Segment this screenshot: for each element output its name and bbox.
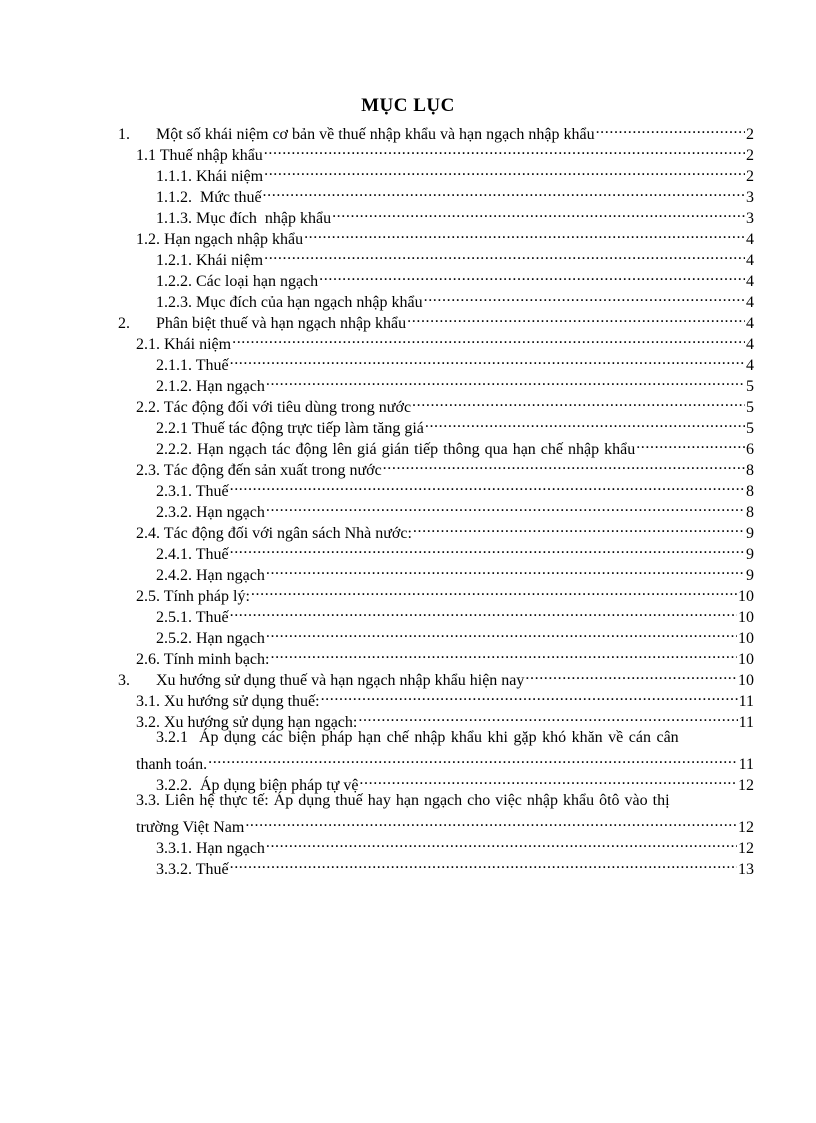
toc-entry-page: 2 [746,147,754,164]
toc-entry[interactable] [156,832,754,857]
toc-entry-page: 2 [746,126,754,143]
toc-entry[interactable] [136,643,754,668]
toc-entry-page: 8 [746,462,754,479]
toc-entry[interactable] [156,769,754,794]
toc-entry[interactable] [118,118,754,143]
toc-entry-page: 8 [746,504,754,521]
toc-entry[interactable] [156,349,754,374]
toc-leader-dots [266,370,745,391]
toc-leader-dots [304,223,745,244]
toc-entry-page: 10 [738,609,754,626]
toc-entry[interactable] [156,496,754,521]
toc-leader-dots [266,622,737,643]
toc-entry-text: 2.1.2. Hạn ngạch [156,378,265,395]
toc-entry[interactable] [136,328,754,353]
toc-entry[interactable] [156,265,754,290]
toc-entry-text: 1.1 Thuế nhập khẩu [136,147,263,164]
toc-entry-text: Phân biệt thuế và hạn ngạch nhập khẩu [156,315,407,332]
toc-entry-text: 3.2.1 Áp dụng các biện pháp hạn chế nhập khẩu khi gặp khó khăn về cán cân [156,729,679,746]
toc-leader-dots [321,685,738,706]
toc-entry-page: 4 [746,231,754,248]
page-title: MỤC LỤC [361,95,455,116]
toc-entry[interactable] [136,391,754,416]
toc-entry-line2[interactable] [136,811,754,836]
toc-entry-page: 10 [738,588,754,605]
toc-entry[interactable] [156,244,754,269]
toc-entry-text: 2.6. Tính minh bạch: [136,651,270,668]
toc-entry-text: 2.1. Khái niệm [136,336,232,353]
toc-entry-text: 2.4.1. Thuế [156,546,229,563]
toc-entry-text: 1.2.1. Khái niệm [156,252,264,269]
toc-entry[interactable] [118,664,754,689]
toc-leader-dots [230,349,745,370]
toc-entry-line2[interactable] [136,748,754,773]
toc-leader-dots [230,853,737,874]
toc-entry-page: 3 [746,189,754,206]
toc-entry-page: 9 [746,567,754,584]
toc-entry-page: 6 [746,441,754,458]
toc-entry-line1[interactable] [136,790,754,811]
toc-entry[interactable] [136,706,754,731]
toc-leader-dots [266,832,737,853]
toc-entry-page: 5 [746,399,754,416]
toc-entry-text: 1.1.1. Khái niệm [156,168,264,185]
toc-entry-page: 11 [738,693,754,710]
toc-entry[interactable] [156,853,754,878]
toc-entry[interactable] [136,139,754,164]
toc-leader-dots [208,748,738,769]
toc-entry-text: 2.5. Tính pháp lý: [136,588,250,605]
toc-leader-dots [264,244,745,265]
toc-entry-page: 4 [746,336,754,353]
toc-entry-text: 3.2.2. Áp dụng biện pháp tự vệ [156,777,359,794]
toc-entry[interactable] [156,622,754,647]
toc-entry[interactable] [156,475,754,500]
toc-entry-page: 4 [746,357,754,374]
toc-entry-text: 2.3.1. Thuế [156,483,229,500]
toc-leader-dots [359,769,737,790]
toc-entry[interactable] [118,307,754,332]
toc-leader-dots [319,265,745,286]
toc-leader-dots [413,517,745,538]
toc-entry-page: 9 [746,546,754,563]
toc-entry-text: Xu hướng sử dụng thuế và hạn ngạch nhập khẩu hiện nay [156,672,525,689]
toc-leader-dots [264,139,745,160]
toc-entry-text-cont: thanh toán. [136,756,208,773]
toc-leader-dots [263,181,745,202]
toc-entry-text: 2.3. Tác động đến sản xuất trong nước [136,462,382,479]
toc-entry-number: 2. [118,315,130,332]
toc-entry-page: 11 [738,714,754,731]
toc-entry-line1[interactable] [156,727,754,748]
toc-leader-dots [232,328,745,349]
toc-entry-page: 4 [746,315,754,332]
toc-entry-text: 2.5.1. Thuế [156,609,229,626]
toc-entry[interactable] [156,160,754,185]
toc-entry[interactable] [156,433,754,458]
toc-entry[interactable] [136,685,754,710]
toc-leader-dots [230,601,737,622]
toc-entry-text: 3.3.2. Thuế [156,861,229,878]
toc-entry-text: 1.2. Hạn ngạch nhập khẩu [136,231,304,248]
toc-leader-dots [264,160,745,181]
toc-entry-number: 3. [118,672,130,689]
toc-entry[interactable] [136,454,754,479]
toc-entry-text: 3.1. Xu hướng sử dụng thuế: [136,693,320,710]
toc-entry-page: 2 [746,168,754,185]
toc-entry-page: 8 [746,483,754,500]
toc-entry-page: 9 [746,525,754,542]
toc-leader-dots [332,202,745,223]
toc-leader-dots [407,307,745,328]
toc-entry-text: 2.4.2. Hạn ngạch [156,567,265,584]
toc-entry-text-cont: trường Việt Nam [136,819,245,836]
toc-entry-text: 2.1.1. Thuế [156,357,229,374]
toc-entry-text: 2.2.1 Thuế tác động trực tiếp làm tăng giá [156,420,424,437]
toc-leader-dots [358,706,737,727]
toc-entry-text: Một số khái niệm cơ bản về thuế nhập khẩu và hạn ngạch nhập khẩu [156,126,595,143]
toc-entry-text: 3.2. Xu hướng sử dụng hạn ngạch: [136,714,358,731]
toc-leader-dots [596,118,745,139]
toc-entry[interactable] [136,517,754,542]
toc-entry-page: 12 [738,840,754,857]
toc-entry-page: 4 [746,294,754,311]
toc-entry-text: 3.3. Liên hệ thực tế: Áp dụng thuế hay hạn ngạch cho việc nhập khẩu ôtô vào thị [136,792,670,809]
toc-leader-dots [636,433,745,454]
toc-leader-dots [425,412,745,433]
toc-entry-page: 5 [746,420,754,437]
toc-entry-number: 1. [118,126,130,143]
toc-entry[interactable] [136,223,754,248]
toc-leader-dots [270,643,737,664]
toc-leader-dots [245,811,737,832]
toc-entry-page: 10 [738,651,754,668]
toc-entry[interactable] [156,370,754,395]
toc-entry[interactable] [156,181,754,206]
toc-entry-page: 4 [746,273,754,290]
toc-entry[interactable] [156,202,754,227]
toc-entry[interactable] [156,286,754,311]
toc-entry-text: 2.2.2. Hạn ngạch tác động lên giá gián tiếp thông qua hạn chế nhập khẩu [156,441,636,458]
toc-leader-dots [230,475,745,496]
toc-entry-text: 2.4. Tác động đối với ngân sách Nhà nước: [136,525,412,542]
toc-entry-text: 2.3.2. Hạn ngạch [156,504,265,521]
toc-entry-text: 1.1.2. Mức thuế [156,189,262,206]
toc-leader-dots [412,391,745,412]
toc-entry-page: 12 [738,819,754,836]
toc-entry-page: 12 [738,777,754,794]
toc-entry-text: 1.1.3. Mục đích nhập khẩu [156,210,332,227]
toc-entry-page: 5 [746,378,754,395]
toc-entry[interactable] [136,580,754,605]
toc-entry-text: 1.2.2. Các loại hạn ngạch [156,273,319,290]
toc-entry[interactable] [156,412,754,437]
toc-leader-dots [525,664,737,685]
toc-entry-page: 13 [738,861,754,878]
toc-entry-page: 4 [746,252,754,269]
toc-entry-text: 1.2.3. Mục đích của hạn ngạch nhập khẩu [156,294,423,311]
toc-entry-text: 3.3.1. Hạn ngạch [156,840,265,857]
toc-leader-dots [424,286,745,307]
toc-entry[interactable] [156,538,754,563]
toc-leader-dots [383,454,745,475]
toc-entry-page: 3 [746,210,754,227]
toc-leader-dots [266,559,745,580]
toc-leader-dots [251,580,737,601]
toc-entry-page: 11 [738,756,754,773]
toc-entry-page: 10 [738,630,754,647]
toc-leader-dots [230,538,745,559]
toc-leader-dots [266,496,745,517]
toc-entry-text: 2.5.2. Hạn ngạch [156,630,265,647]
toc-entry[interactable] [156,559,754,584]
toc-entry-text: 2.2. Tác động đối với tiêu dùng trong nước [136,399,412,416]
toc-entry-page: 10 [738,672,754,689]
toc-entry[interactable] [156,601,754,626]
